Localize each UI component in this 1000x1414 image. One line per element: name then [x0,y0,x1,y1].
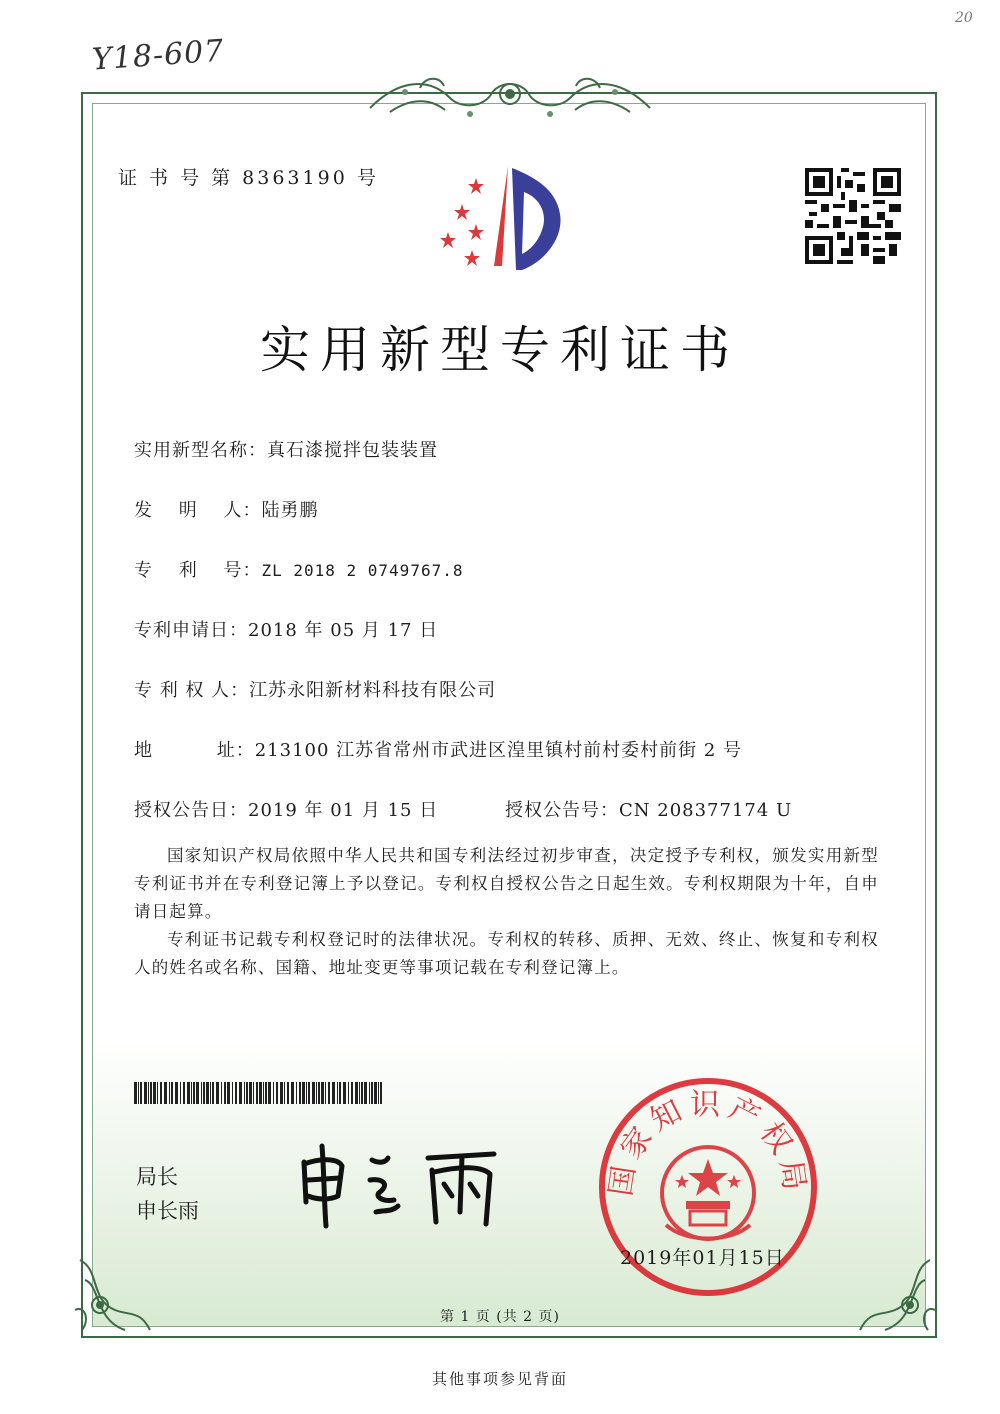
field-utility-model-name [134,436,438,462]
field-address [134,736,742,762]
field-label: 专 利 号： [134,560,262,581]
field-value: CN 208377174 U [619,800,793,821]
svg-text:国家知识产权局: 国家知识产权局 [603,1087,813,1199]
certificate-title: 实用新型专利证书 [260,321,740,379]
corner-ornament-icon [70,1250,160,1340]
field-value: 陆勇鹏 [261,500,319,521]
footnote: 其他事项参见背面 [431,1370,568,1388]
field-label: 授权公告号： [505,800,619,821]
field-value: 真石漆搅拌包装装置 [267,440,438,461]
certificate-body-text [134,842,879,982]
field-value: 江苏永阳新材料科技有限公司 [249,680,497,701]
field-value: ZL 2018 2 0749767.8 [261,561,464,580]
field-label: 实用新型名称： [134,440,267,461]
field-label: 地 址： [134,740,255,761]
field-label: 发 明 人： [134,500,262,521]
patent-office-logo-icon [432,158,572,280]
field-inventor [134,496,318,522]
field-filing-date [134,616,438,642]
top-ornament-icon [360,68,660,124]
certificate-number: 证 书 号 第 8363190 号 [118,167,379,189]
page-indicator: 第 1 页 (共 2 页) [440,1309,560,1325]
field-value: 213100 江苏省常州市武进区湟里镇村前村委村前街 2 号 [254,740,743,761]
field-label: 专利申请日： [134,620,248,641]
director-name: 申长雨 [136,1199,199,1223]
field-patentee [134,676,496,702]
director-signature-icon [290,1140,510,1230]
director-title: 局长 [136,1165,178,1189]
field-value: 2019 年 01 月 15 日 [248,800,439,821]
qr-code-icon [805,168,901,264]
field-label: 专 利 权 人： [134,680,250,701]
field-grant-number [505,796,792,822]
body-paragraph: 专利证书记载专利权登记时的法律状况。专利权的转移、质押、无效、终止、恢复和专利权人的姓名或名称、国籍、地址变更等事项记载在专利登记簿上。 [134,930,879,977]
field-value: 2018 年 05 月 17 日 [248,620,439,641]
director-block [136,1160,199,1228]
field-patent-number [134,556,463,582]
body-paragraph: 国家知识产权局依照中华人民共和国专利法经过初步审查，决定授予专利权，颁发实用新型专利证书并在专利登记簿上予以登记。专利权自授权公告之日起生效。专利权期限为十年，自申请日起算。 [134,846,879,921]
field-label: 授权公告日： [134,800,248,821]
seal-date: 2019年01月15日 [620,1247,785,1269]
corner-ornament-icon [850,1250,940,1340]
barcode-icon [134,1082,386,1104]
corner-note: 20 [955,10,973,26]
field-grant-date [134,796,438,822]
handwritten-note: Y18-607 [90,33,226,78]
